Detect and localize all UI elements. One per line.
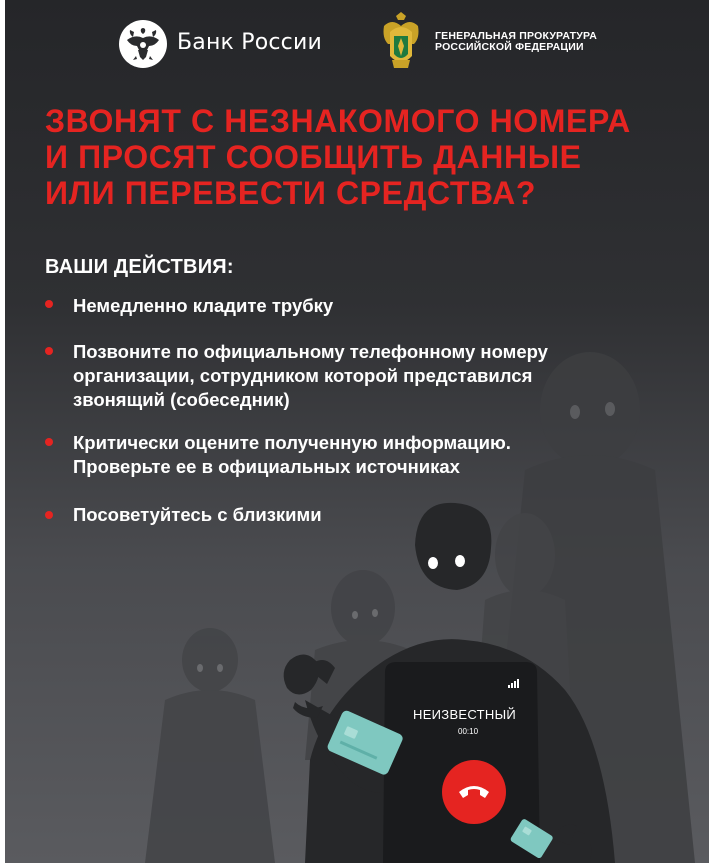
bullet-icon [45, 300, 53, 308]
call-duration: 00:10 [458, 727, 479, 736]
bullet-icon [45, 347, 53, 355]
phone-hangup-icon [456, 778, 492, 806]
action-text: Позвоните по официальному телефонному номеру [73, 341, 548, 362]
action-item [73, 294, 333, 318]
headline [45, 103, 631, 211]
double-headed-eagle-icon [119, 20, 167, 68]
fraud-warning-poster [5, 0, 709, 863]
headline-line: ИЛИ ПЕРЕВЕСТИ СРЕДСТВА? [45, 175, 537, 211]
action-text: Посоветуйтесь с близкими [73, 504, 322, 525]
prosecutor-name [435, 31, 597, 53]
prosecutor-emblem-icon [378, 12, 424, 72]
action-item [73, 503, 322, 527]
header [5, 0, 709, 90]
actions-title: ВАШИ ДЕЙСТВИЯ: [45, 256, 234, 278]
headline-line: И ПРОСЯТ СООБЩИТЬ ДАННЫЕ [45, 139, 582, 175]
prosecutor-name-line1: ГЕНЕРАЛЬНАЯ ПРОКУРАТУРА [435, 30, 598, 42]
caller-name: НЕИЗВЕСТНЫЙ [413, 707, 517, 722]
headline-line: ЗВОНЯТ С НЕЗНАКОМОГО НОМЕРА [45, 103, 631, 139]
action-item [73, 431, 511, 479]
action-text: организации, сотрудником которой представился [73, 365, 533, 386]
action-text: Немедленно кладите трубку [73, 295, 334, 316]
bullet-icon [45, 511, 53, 519]
action-item [73, 340, 548, 412]
action-text: звонящий (собеседник) [73, 389, 290, 410]
cbr-name: Банк России [177, 30, 322, 55]
decline-call-button[interactable] [442, 760, 506, 824]
action-text: Проверьте ее в официальных источниках [73, 456, 460, 477]
prosecutor-name-line2: РОССИЙСКОЙ ФЕДЕРАЦИИ [435, 41, 584, 53]
bullet-icon [45, 438, 53, 446]
action-text: Критически оцените полученную информацию. [73, 432, 511, 453]
